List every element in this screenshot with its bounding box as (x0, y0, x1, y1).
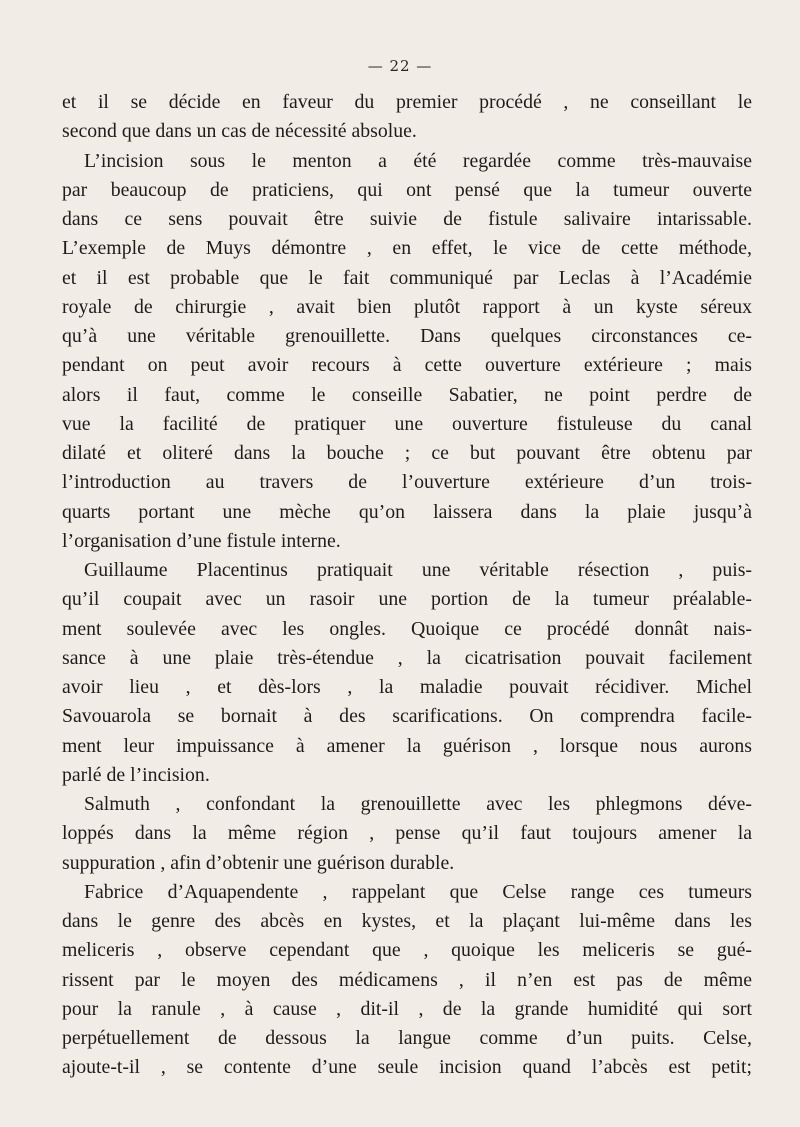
text-line: par beaucoup de praticiens, qui ont pensé que la tumeur ouverte (62, 178, 752, 201)
text-line: avoir lieu , et dès-lors , la maladie pouvait récidiver. Michel (62, 676, 752, 698)
text-line: ment leur impuissance à amener la guérison , lorsque nous aurons (62, 734, 752, 757)
text-line: second que dans un cas de nécessité absolue. (62, 120, 417, 143)
text-line: royale de chirurgie , avait bien plutôt rapport à un kyste séreux (62, 295, 752, 318)
text-line: alors il faut, comme le conseille Sabatier, ne point perdre de (62, 383, 752, 406)
text-line: Savouarola se bornait à des scarifications. On comprendra facile- (62, 705, 752, 728)
text-line: vue la facilité de pratiquer une ouverture fistuleuse du canal (62, 412, 752, 435)
text-line: L’exemple de Muys démontre , en effet, le vice de cette méthode, (62, 237, 752, 260)
text-line: Fabrice d’Aquapendente , rappelant que Celse range ces tumeurs (84, 880, 752, 903)
text-line: ment soulevée avec les ongles. Quoique ce procédé donnât nais- (62, 617, 752, 640)
body-text (62, 88, 752, 1083)
text-line: meliceris , observe cependant que , quoique les meliceris se gué- (62, 939, 752, 962)
text-line: quarts portant une mèche qu’on laissera dans la plaie jusqu’à (62, 500, 752, 523)
text-line: Salmuth , confondant la grenouillette avec les phlegmons déve- (84, 793, 752, 815)
text-line: pour la ranule , à cause , dit-il , de la grande humidité qui sort (62, 997, 752, 1020)
text-line: qu’il coupait avec un rasoir une portion de la tumeur préalable- (62, 588, 752, 611)
text-line: suppuration , afin d’obtenir une guérison durable. (62, 851, 455, 874)
text-line: L’incision sous le menton a été regardée comme très-mauvaise (84, 149, 752, 172)
text-line: loppés dans la même région , pense qu’il faut toujours amener la (62, 822, 752, 845)
text-line: dilaté et oliteré dans la bouche ; ce but pouvant être obtenu par (62, 442, 752, 464)
text-line: ajoute-t-il , se contente d’une seule incision quand l’abcès est petit; (62, 1056, 752, 1079)
text-line: qu’à une véritable grenouillette. Dans quelques circonstances ce- (62, 325, 752, 347)
text-line: dans ce sens pouvait être suivie de fistule salivaire intarissable. (62, 208, 752, 230)
text-line: sance à une plaie très-étendue , la cicatrisation pouvait facilement (62, 646, 752, 669)
text-line: pendant on peut avoir recours à cette ouverture extérieure ; mais (62, 354, 752, 377)
text-line: l’organisation d’une fistule interne. (62, 529, 341, 552)
text-line: et il se décide en faveur du premier procédé , ne conseillant le (62, 91, 752, 113)
text-line: parlé de l’incision. (62, 763, 210, 786)
text-line: perpétuellement de dessous la langue comme d’un puits. Celse, (62, 1027, 752, 1049)
text-line: rissent par le moyen des médicamens , il n’en est pas de même (62, 968, 752, 991)
text-line: l’introduction au travers de l’ouverture extérieure d’un trois- (62, 471, 752, 494)
text-line: Guillaume Placentinus pratiquait une véritable résection , puis- (84, 559, 752, 581)
page-number-header: — 22 — (367, 57, 433, 75)
text-line: et il est probable que le fait communiqué par Leclas à l’Académie (62, 266, 752, 289)
text-line: dans le genre des abcès en kystes, et la plaçant lui-même dans les (62, 910, 752, 932)
